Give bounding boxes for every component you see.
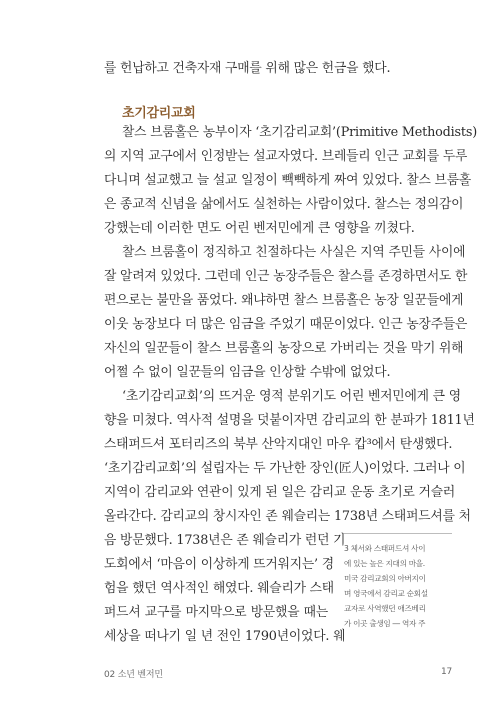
body-line: 올라간다. 감리교의 창시자인 존 웨슬리는 1738년 스태퍼드셔를 처	[104, 509, 471, 524]
footnote-divider	[344, 533, 452, 534]
page-number: 17	[440, 667, 452, 677]
footnote	[344, 541, 452, 631]
body-line: 이웃 농장보다 더 많은 임금을 주었기 때문이었다. 인근 농장주들은	[104, 317, 468, 332]
body-line: 험을 했던 역사적인 해였다. 웨슬리가 스태	[104, 581, 334, 596]
body-line: 강했는데 이러한 면도 어린 벤저민에게 큰 영향을 끼쳤다.	[104, 221, 415, 236]
body-line: ‘초기감리교회’의 뜨거운 영적 분위기도 어린 벤저민에게 큰 영	[122, 389, 461, 404]
body-line: 향을 미쳤다. 역사적 설명을 덧붙이자면 감리교의 한 분파가 1811년	[104, 413, 475, 428]
footnote-line: 며 영국에서 감리교 순회설	[344, 589, 428, 598]
running-footer-chapter: 02 소년 벤저민	[104, 670, 163, 680]
body-line: 음 방문했다. 1738년은 존 웨슬리가 런던 기	[104, 533, 346, 548]
body-line: 자신의 일꾼들이 찰스 브룸홀의 농장으로 가버리는 것을 막기 위해	[104, 341, 464, 356]
body-line: 어쩔 수 없이 일꾼들의 임금을 인상할 수밖에 없었다.	[104, 365, 391, 380]
body-line: ‘초기감리교회’의 설립자는 두 가난한 장인(匠人)이었다. 그러나 이	[104, 461, 466, 476]
footnote-line: 미국 감리교회의 아버지이	[344, 574, 426, 583]
body-line: 편으로는 불만을 품었다. 왜냐하면 찰스 브룸홀은 농장 일꾼들에게	[104, 293, 464, 308]
body-line: 퍼드셔 교구를 마지막으로 방문했을 때는	[104, 605, 328, 620]
body-line: 도회에서 ‘마음이 이상하게 뜨거워지는’ 경	[104, 557, 334, 572]
body-line: 다니며 설교했고 늘 설교 일정이 빽빽하게 짜여 있었다. 찰스 브룸홀	[104, 173, 472, 188]
section-heading: 초기감리교회	[122, 106, 196, 121]
body-line: 잘 알려져 있었다. 그런데 인근 농장주들은 찰스를 존경하면서도 한	[104, 269, 468, 284]
body-line: 지역이 감리교와 연관이 있게 된 일은 감리교 운동 초기로 거슬러	[104, 485, 456, 500]
footnote-line: 에 있는 높은 지대의 마을.	[344, 559, 425, 568]
body-line: 찰스 브룸홀이 정직하고 친절하다는 사실은 지역 주민들 사이에	[122, 245, 466, 260]
footnote-line: 가 이곳 출생임 ― 역자 주	[344, 619, 426, 628]
body-line: 의 지역 교구에서 인정받는 설교자였다. 브레들리 인근 교회를 두루	[104, 149, 468, 164]
intro-line: 를 헌납하고 건축자재 구매를 위해 많은 헌금을 했다.	[104, 61, 391, 76]
body-line: 은 종교적 신념을 삶에서도 실천하는 사람이었다. 찰스는 정의감이	[104, 197, 464, 212]
body-line: 세상을 떠나기 일 년 전인 1790년이었다. 웨	[104, 629, 346, 644]
body-line: 스태퍼드셔 포터리즈의 북부 산악지대인 마우 캅³에서 탄생했다.	[104, 437, 453, 452]
footnote-line: 교자로 사역했던 애즈베리	[344, 604, 426, 613]
footnote-line: 3 체서와 스태퍼드셔 사이	[344, 544, 426, 553]
body-line: 찰스 브룸홀은 농부이자 ‘초기감리교회’(Primitive Methodists)	[122, 125, 477, 140]
